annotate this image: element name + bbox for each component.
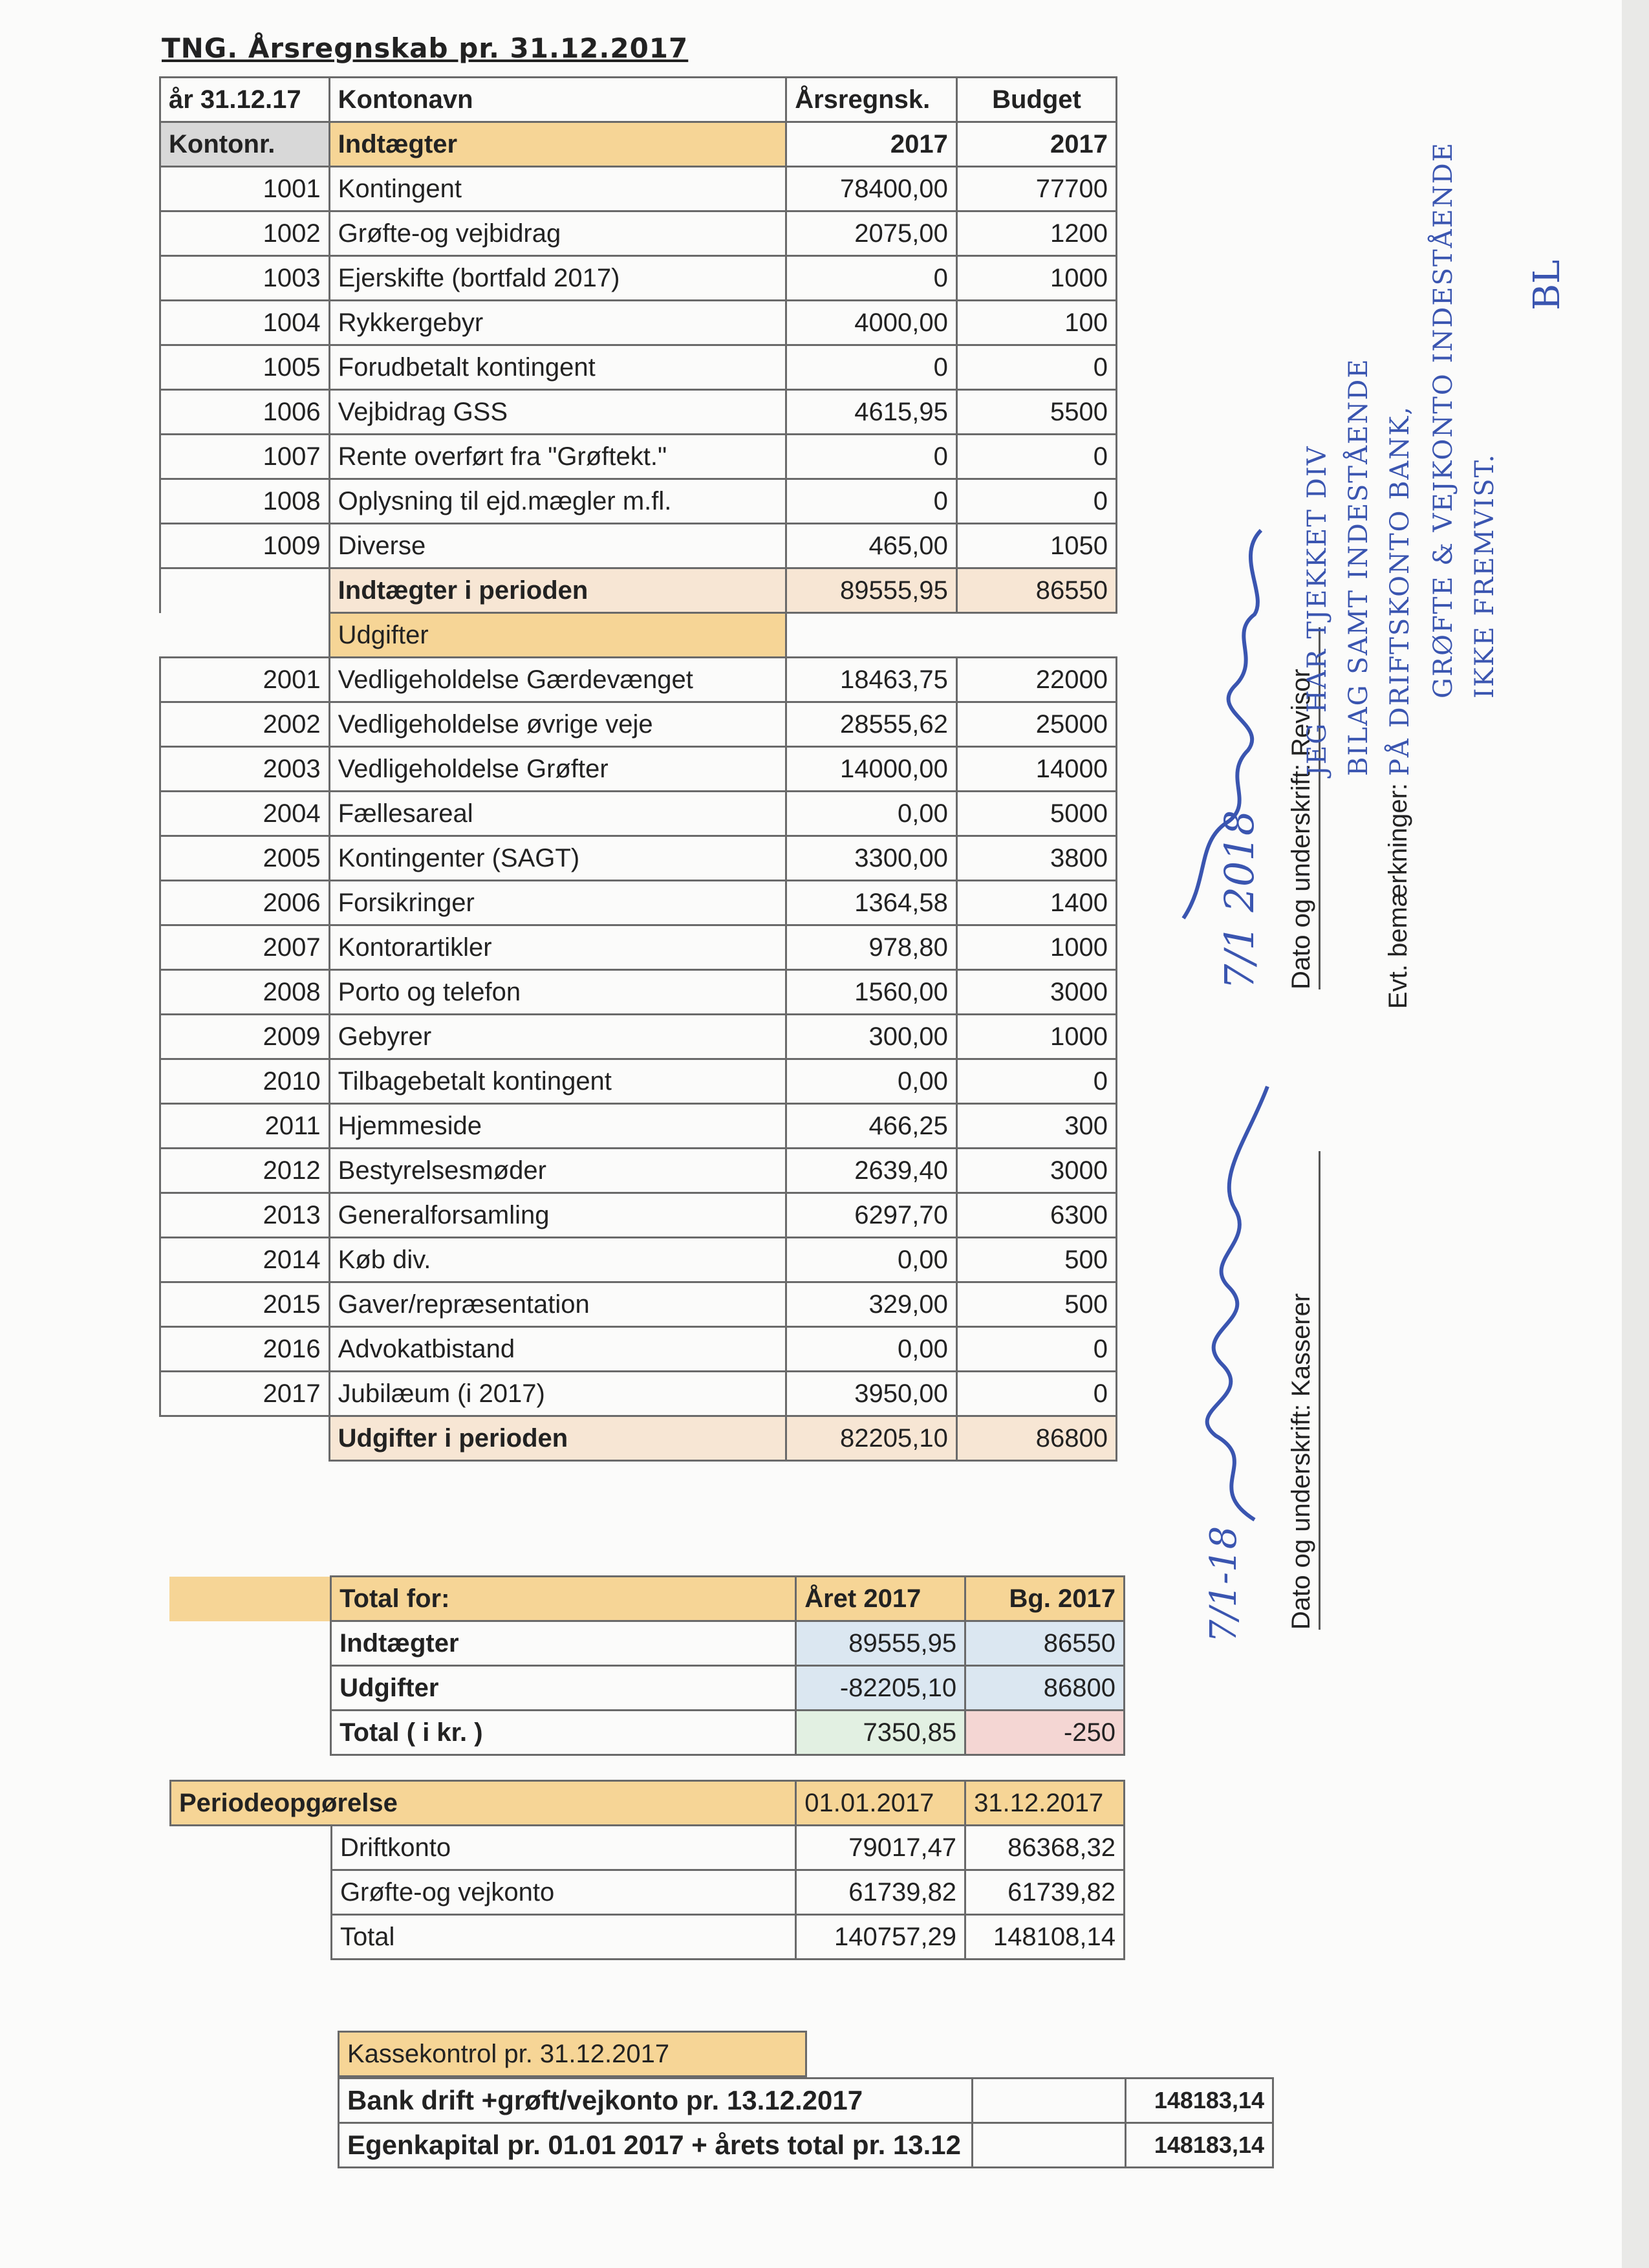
income-total-row	[160, 568, 1117, 613]
actual-value: 0	[786, 479, 957, 524]
blank-cell	[972, 2079, 1125, 2123]
budget-value: 1050	[956, 524, 1116, 568]
cash-control-row	[339, 2079, 1273, 2123]
summary-row-label: Indtægter	[331, 1621, 796, 1666]
period-row-label: Grøfte-og vejkonto	[331, 1870, 795, 1915]
account-number: 2003	[160, 747, 330, 792]
actual-value: 0	[786, 435, 957, 479]
remarks-line: GRØFTE & VEJKONTO INDESTÅENDE	[1428, 142, 1458, 698]
summary-table	[169, 1575, 1125, 1756]
table-row	[160, 970, 1117, 1015]
account-number: 2010	[160, 1059, 330, 1104]
blank-cell	[169, 1711, 331, 1755]
table-row	[160, 881, 1117, 925]
account-name: Generalforsamling	[329, 1193, 786, 1238]
period-value-end: 148108,14	[965, 1915, 1125, 1960]
table-row	[160, 702, 1117, 747]
expenses-header-row	[160, 613, 1117, 658]
kasserer-label: Dato og underskrift: Kasserer	[1287, 1151, 1320, 1630]
budget-value: 25000	[956, 702, 1116, 747]
actual-value: 4000,00	[786, 301, 957, 345]
budget-value: 0	[956, 1372, 1116, 1416]
table-row	[160, 1372, 1117, 1416]
actual-value: 0,00	[786, 1327, 957, 1372]
period-value-start: 140757,29	[796, 1915, 965, 1960]
period-label: Periodeopgørelse	[171, 1781, 796, 1826]
budget-value: 500	[956, 1282, 1116, 1327]
budget-value: 300	[956, 1104, 1116, 1149]
table-row	[160, 390, 1117, 435]
actual-value: 465,00	[786, 524, 957, 568]
table-row	[160, 301, 1117, 345]
account-name: Ejerskifte (bortfald 2017)	[329, 256, 786, 301]
kasserer-date: 7/1-18	[1203, 1526, 1245, 1643]
actual-value: 1364,58	[786, 881, 957, 925]
period-row-label: Driftkonto	[331, 1826, 795, 1870]
summary-row-label: Udgifter	[331, 1666, 796, 1711]
remarks-line: BILAG SAMT INDESTÅENDE	[1344, 358, 1374, 776]
table-row	[160, 1149, 1117, 1193]
table-row	[160, 1015, 1117, 1059]
account-name: Gaver/repræsentation	[329, 1282, 786, 1327]
summary-row-label: Total ( i kr. )	[331, 1711, 796, 1755]
actual-value: 4615,95	[786, 390, 957, 435]
account-name: Bestyrelsesmøder	[329, 1149, 786, 1193]
account-name: Jubilæum (i 2017)	[329, 1372, 786, 1416]
account-name: Rente overført fra "Grøftekt."	[329, 435, 786, 479]
cash-control-label: Bank drift +grøft/vejkonto pr. 13.12.2017	[339, 2079, 973, 2123]
account-name: Kontingenter (SAGT)	[329, 836, 786, 881]
blank-cell	[169, 1621, 331, 1666]
blank-cell	[171, 1870, 332, 1915]
table-row	[160, 658, 1117, 702]
account-number: 1006	[160, 390, 330, 435]
remarks-line: PÅ DRIFTSKONTO BANK,	[1385, 405, 1415, 776]
actual-value: 14000,00	[786, 747, 957, 792]
budget-value: 77700	[956, 167, 1116, 211]
account-name: Diverse	[329, 524, 786, 568]
table-row	[160, 479, 1117, 524]
actual-value: 1560,00	[786, 970, 957, 1015]
actual-value: 3300,00	[786, 836, 957, 881]
blank-cell	[160, 568, 330, 613]
actual-value: 466,25	[786, 1104, 957, 1149]
blank-cell	[171, 1826, 332, 1870]
cash-control-value: 148183,14	[1126, 2123, 1273, 2168]
account-name: Vedligeholdelse Gærdevænget	[329, 658, 786, 702]
indtaegter-header: Indtægter	[329, 122, 786, 167]
account-number: 1007	[160, 435, 330, 479]
blank-cell	[160, 613, 330, 658]
budget-value: 0	[956, 1327, 1116, 1372]
year-label: år 31.12.17	[160, 78, 330, 122]
period-value-start: 79017,47	[796, 1826, 965, 1870]
budget-value: 5500	[956, 390, 1116, 435]
budget-value: 3000	[956, 1149, 1116, 1193]
period-col2: 31.12.2017	[965, 1781, 1125, 1826]
account-name: Fællesareal	[329, 792, 786, 836]
remarks-initials: BL	[1526, 259, 1568, 310]
actual-value: 0	[786, 256, 957, 301]
budget-value: 6300	[956, 1193, 1116, 1238]
budget-value: 1000	[956, 256, 1116, 301]
period-row	[171, 1826, 1125, 1870]
account-number: 2015	[160, 1282, 330, 1327]
table-row	[160, 792, 1117, 836]
revisor-label: Dato og underskrift: Revisor	[1287, 627, 1320, 989]
table-row	[160, 211, 1117, 256]
budget-value: 500	[956, 1238, 1116, 1282]
account-name: Vejbidrag GSS	[329, 390, 786, 435]
remarks-line: JEG HAR TJEKKET DIV	[1302, 445, 1332, 776]
actual-value: 6297,70	[786, 1193, 957, 1238]
budget-value: 1400	[956, 881, 1116, 925]
income-total-actual: 89555,95	[786, 568, 957, 613]
account-number: 2001	[160, 658, 330, 702]
account-number: 2002	[160, 702, 330, 747]
year-header-1: 2017	[786, 122, 957, 167]
revisor-date: 7/1 2018	[1216, 810, 1263, 989]
period-header-row	[171, 1781, 1125, 1826]
cash-control-row	[339, 2123, 1273, 2168]
kontonavn-header: Kontonavn	[329, 78, 786, 122]
table-row	[160, 836, 1117, 881]
actual-value: 2075,00	[786, 211, 957, 256]
period-row	[171, 1915, 1125, 1960]
table-row	[160, 345, 1117, 390]
table-row	[160, 925, 1117, 970]
period-row	[171, 1870, 1125, 1915]
table-row	[160, 524, 1117, 568]
summary-col2: Bg. 2017	[965, 1577, 1125, 1621]
actual-value: 2639,40	[786, 1149, 957, 1193]
account-number: 2011	[160, 1104, 330, 1149]
year-header-2: 2017	[956, 122, 1116, 167]
summary-actual: 89555,95	[796, 1621, 965, 1666]
account-number: 1005	[160, 345, 330, 390]
budget-value: 0	[956, 345, 1116, 390]
account-name: Forudbetalt kontingent	[329, 345, 786, 390]
summary-row	[169, 1621, 1125, 1666]
blank-cell	[171, 1915, 332, 1960]
account-name: Køb div.	[329, 1238, 786, 1282]
account-name: Forsikringer	[329, 881, 786, 925]
actual-value: 28555,62	[786, 702, 957, 747]
revisor-signature	[1170, 517, 1280, 931]
summary-row	[169, 1711, 1125, 1755]
actual-value: 0,00	[786, 1059, 957, 1104]
account-name: Rykkergebyr	[329, 301, 786, 345]
budget-value: 14000	[956, 747, 1116, 792]
period-col1: 01.01.2017	[796, 1781, 965, 1826]
account-name: Advokatbistand	[329, 1327, 786, 1372]
budget-value: 5000	[956, 792, 1116, 836]
account-name: Kontingent	[329, 167, 786, 211]
table-row	[160, 435, 1117, 479]
actual-value: 0	[786, 345, 957, 390]
budget-value: 0	[956, 435, 1116, 479]
account-number: 2005	[160, 836, 330, 881]
expense-total-label: Udgifter i perioden	[329, 1416, 786, 1461]
aarsregnsk-header: Årsregnsk.	[786, 78, 957, 122]
period-table	[169, 1780, 1125, 1960]
blank-cell	[160, 1416, 330, 1461]
blank-cell	[169, 1666, 331, 1711]
summary-actual: -82205,10	[796, 1666, 965, 1711]
account-number: 2007	[160, 925, 330, 970]
document-title: TNG. Årsregnskab pr. 31.12.2017	[162, 32, 689, 64]
period-value-end: 86368,32	[965, 1826, 1125, 1870]
account-name: Grøfte-og vejbidrag	[329, 211, 786, 256]
blank-cell	[956, 613, 1116, 658]
summary-col1: Året 2017	[796, 1577, 965, 1621]
kasserer-signature	[1177, 1074, 1280, 1526]
account-number: 1001	[160, 167, 330, 211]
account-number: 2013	[160, 1193, 330, 1238]
account-name: Oplysning til ejd.mægler m.fl.	[329, 479, 786, 524]
account-number: 1004	[160, 301, 330, 345]
budget-value: 100	[956, 301, 1116, 345]
table-row	[160, 1059, 1117, 1104]
account-number: 2014	[160, 1238, 330, 1282]
period-value-end: 61739,82	[965, 1870, 1125, 1915]
income-total-label: Indtægter i perioden	[329, 568, 786, 613]
account-name: Porto og telefon	[329, 970, 786, 1015]
account-number: 2004	[160, 792, 330, 836]
summary-budget: -250	[965, 1711, 1125, 1755]
account-number: 2006	[160, 881, 330, 925]
summary-actual: 7350,85	[796, 1711, 965, 1755]
summary-header-row	[169, 1577, 1125, 1621]
income-total-budget: 86550	[956, 568, 1116, 613]
remarks-text-2	[1423, 142, 1505, 698]
expense-total-actual: 82205,10	[786, 1416, 957, 1461]
actual-value: 0,00	[786, 792, 957, 836]
account-number: 1009	[160, 524, 330, 568]
table-row	[160, 1104, 1117, 1149]
budget-value: 3000	[956, 970, 1116, 1015]
account-number: 2017	[160, 1372, 330, 1416]
period-row-label: Total	[331, 1915, 795, 1960]
table-row	[160, 1282, 1117, 1327]
cash-control-table	[338, 2077, 1274, 2168]
account-number: 1003	[160, 256, 330, 301]
cash-control-label: Egenkapital pr. 01.01 2017 + årets total pr. 13.12	[339, 2123, 973, 2168]
table-row	[160, 1193, 1117, 1238]
budget-value: 1000	[956, 1015, 1116, 1059]
actual-value: 300,00	[786, 1015, 957, 1059]
expenses-header: Udgifter	[329, 613, 786, 658]
account-number: 1002	[160, 211, 330, 256]
budget-value: 3800	[956, 836, 1116, 881]
table-row	[160, 1327, 1117, 1372]
cash-control-value: 148183,14	[1126, 2079, 1273, 2123]
account-name: Hjemmeside	[329, 1104, 786, 1149]
account-name: Tilbagebetalt kontingent	[329, 1059, 786, 1104]
actual-value: 978,80	[786, 925, 957, 970]
account-number: 2009	[160, 1015, 330, 1059]
account-number: 2012	[160, 1149, 330, 1193]
table-row	[160, 1238, 1117, 1282]
account-name: Kontorartikler	[329, 925, 786, 970]
budget-header: Budget	[956, 78, 1116, 122]
budget-value: 0	[956, 1059, 1116, 1104]
budget-value: 1200	[956, 211, 1116, 256]
remarks-line: IKKE FREMVIST.	[1470, 453, 1500, 698]
summary-budget: 86550	[965, 1621, 1125, 1666]
blank-cell	[972, 2123, 1125, 2168]
budget-value: 1000	[956, 925, 1116, 970]
actual-value: 78400,00	[786, 167, 957, 211]
summary-label: Total for:	[331, 1577, 796, 1621]
remarks-label: Evt. bemærkninger:	[1384, 783, 1412, 1009]
table-row	[160, 167, 1117, 211]
actual-value: 0,00	[786, 1238, 957, 1282]
actual-value: 3950,00	[786, 1372, 957, 1416]
summary-row	[169, 1666, 1125, 1711]
header-row-1	[160, 78, 1117, 122]
budget-value: 0	[956, 479, 1116, 524]
account-number: 2008	[160, 970, 330, 1015]
account-name: Vedligeholdelse øvrige veje	[329, 702, 786, 747]
page-edge	[1622, 0, 1649, 2268]
blank-cell	[786, 613, 957, 658]
budget-value: 22000	[956, 658, 1116, 702]
account-name: Gebyrer	[329, 1015, 786, 1059]
table-row	[160, 747, 1117, 792]
account-number: 2016	[160, 1327, 330, 1372]
account-number: 1008	[160, 479, 330, 524]
cash-control-title: Kassekontrol pr. 31.12.2017	[338, 2031, 807, 2077]
actual-value: 18463,75	[786, 658, 957, 702]
header-row-2	[160, 122, 1117, 167]
summary-budget: 86800	[965, 1666, 1125, 1711]
kontonr-header: Kontonr.	[160, 122, 330, 167]
account-name: Vedligeholdelse Grøfter	[329, 747, 786, 792]
expense-total-budget: 86800	[956, 1416, 1116, 1461]
expense-total-row	[160, 1416, 1117, 1461]
accounts-table	[159, 76, 1117, 1462]
table-row	[160, 256, 1117, 301]
actual-value: 329,00	[786, 1282, 957, 1327]
period-value-start: 61739,82	[796, 1870, 965, 1915]
remarks-text	[1297, 358, 1421, 776]
